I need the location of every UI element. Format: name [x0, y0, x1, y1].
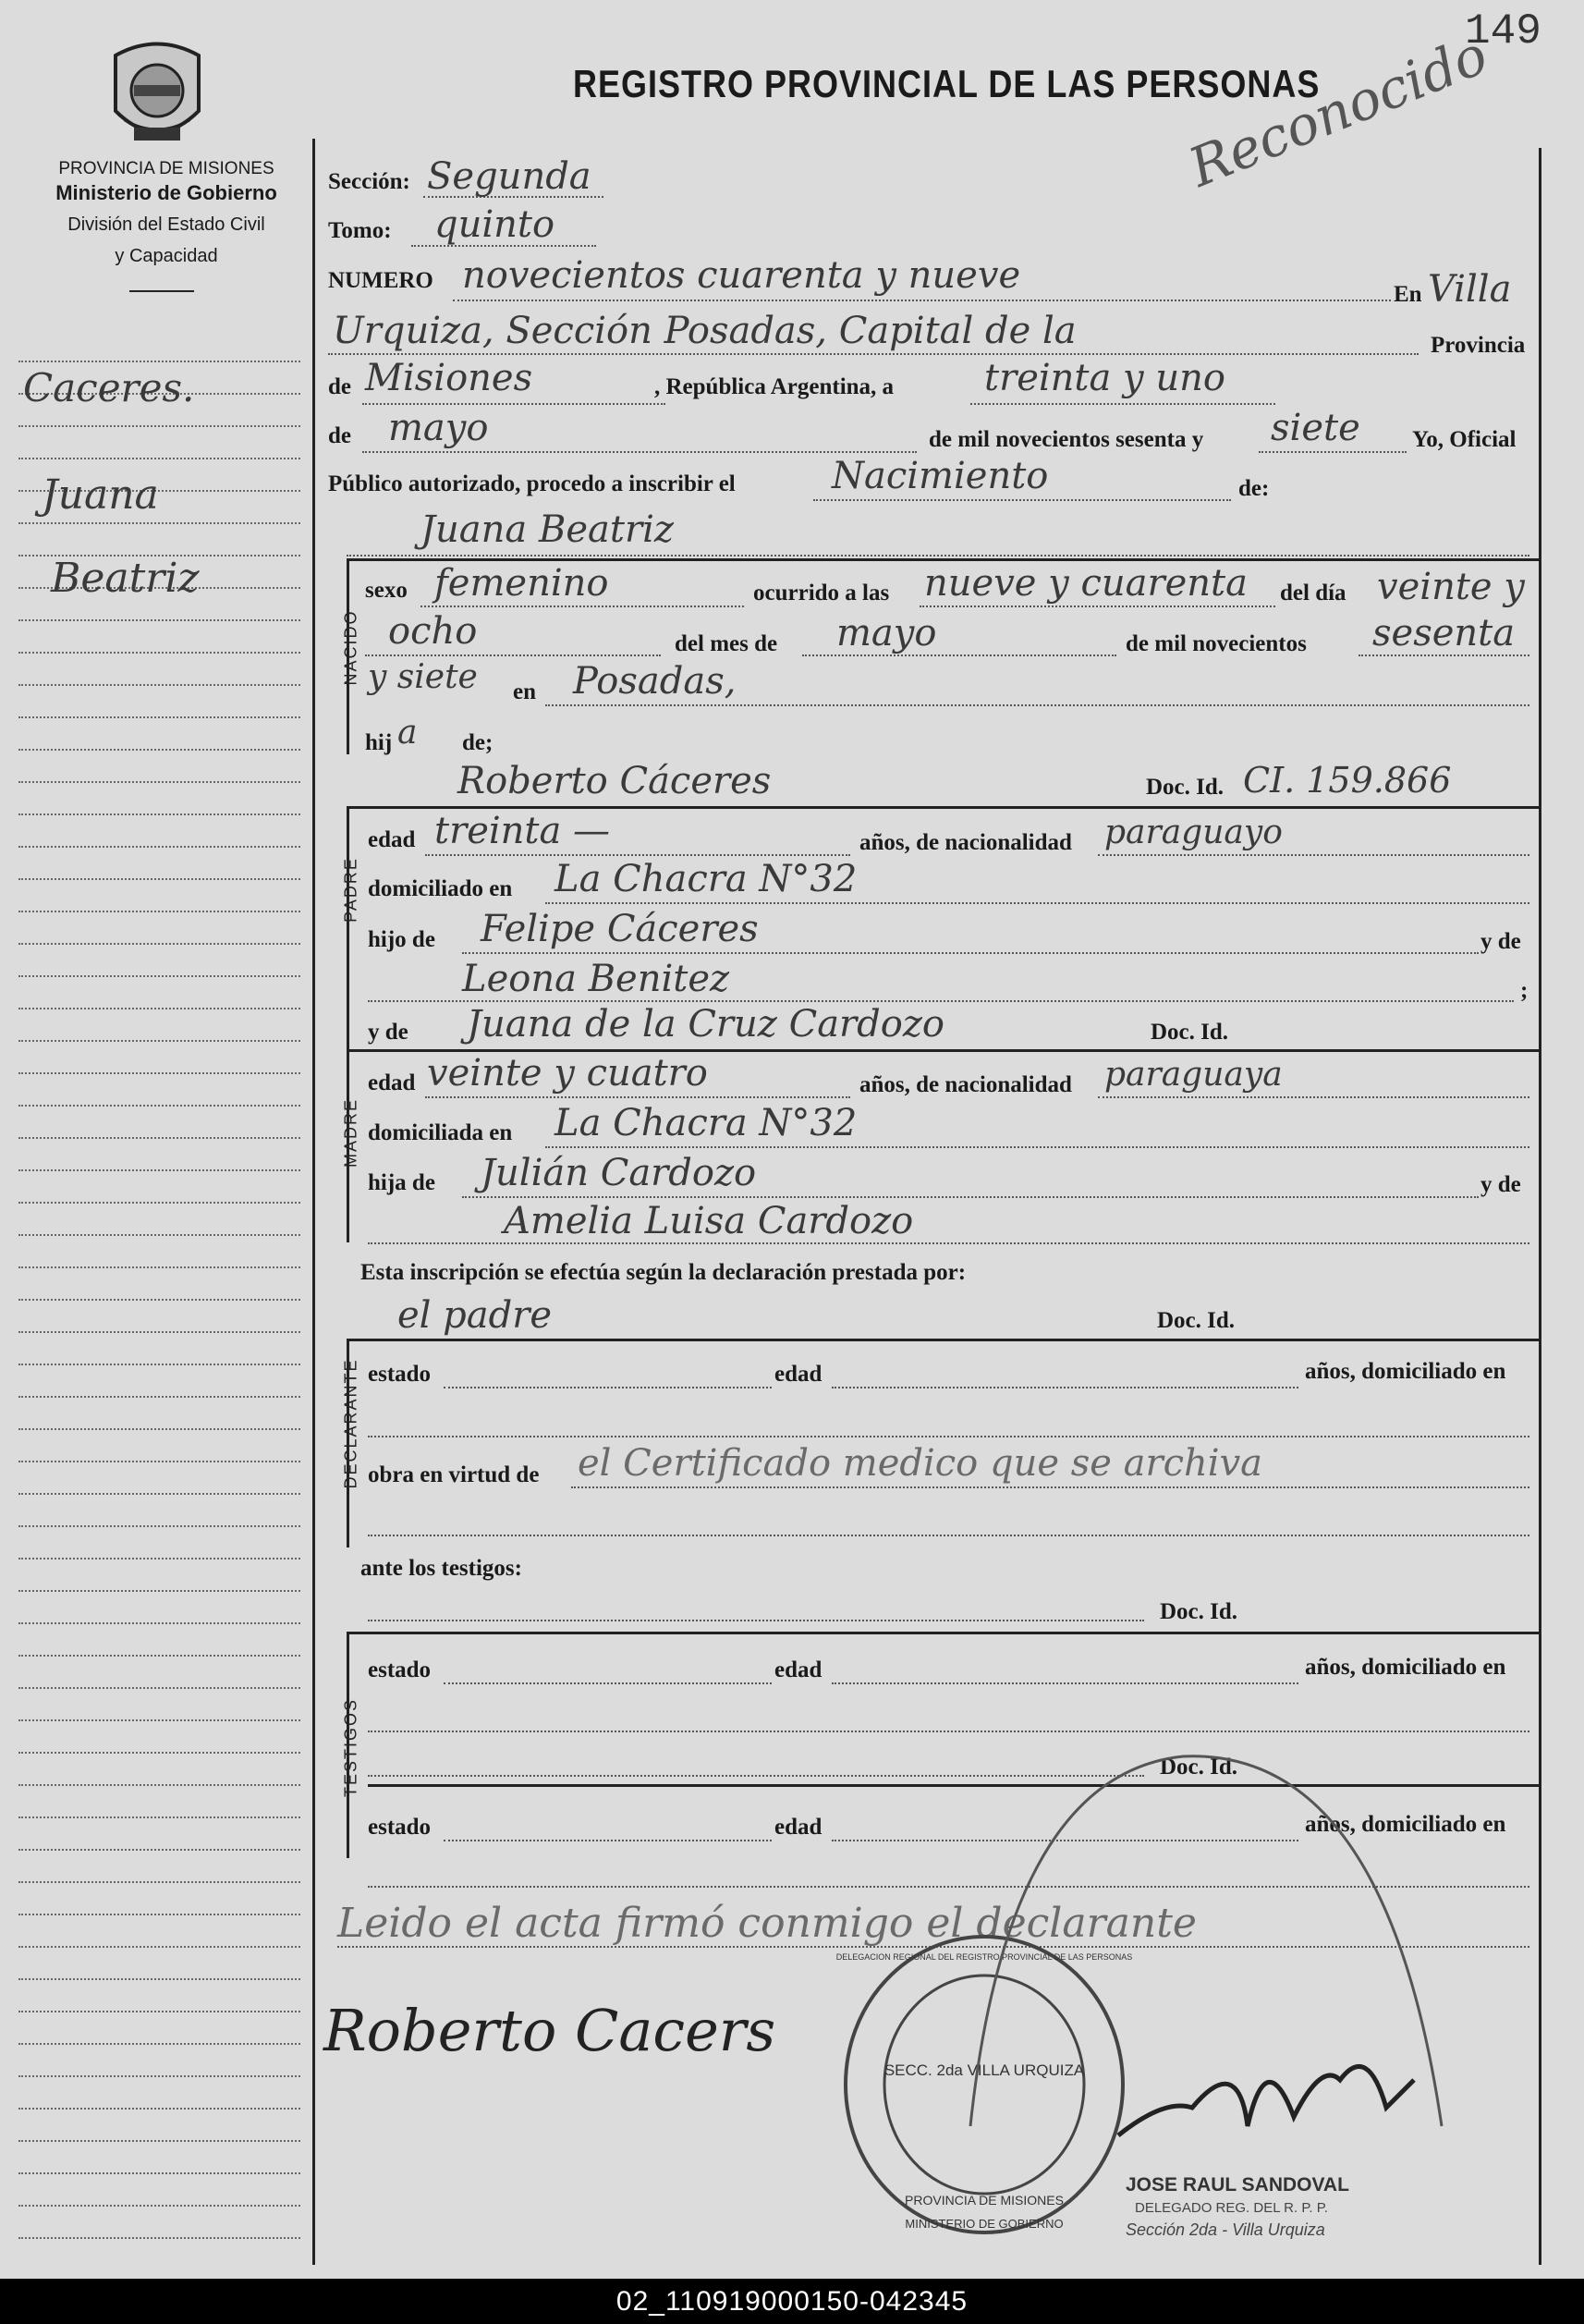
value-declarante: el padre	[397, 1294, 553, 1337]
rule-nacido-top	[347, 558, 1539, 561]
line-anio-nac	[1359, 654, 1529, 656]
margin-rule-line	[18, 1202, 300, 1204]
line-madre-hija-de	[462, 1196, 1479, 1198]
label-madre-hija-de: hija de	[368, 1170, 435, 1195]
margin-rule-line	[18, 975, 300, 977]
line-nombre	[347, 555, 1529, 557]
line-lugar-nac	[545, 704, 1529, 706]
line-mes-nac	[802, 654, 1116, 656]
label-numero: NUMERO	[328, 268, 433, 293]
line-anio	[1259, 451, 1407, 453]
margin-rule-line	[18, 878, 300, 880]
margin-rule-line	[18, 2205, 300, 2207]
value-padre-doc: CI. 159.866	[1243, 760, 1452, 801]
label-madre-doc: Doc. Id.	[1151, 1020, 1229, 1045]
margin-rule-line	[18, 1428, 300, 1430]
margin-rule-line	[18, 2237, 300, 2239]
margin-rule-line	[18, 619, 300, 621]
label-testigo1-doc: Doc. Id.	[1160, 1599, 1238, 1624]
margin-note-name-1: Juana	[42, 471, 159, 519]
margin-rule-line	[18, 749, 300, 751]
line-madre-madre	[368, 1242, 1529, 1244]
value-padre-nac: paraguayo	[1104, 813, 1283, 851]
margin-rule-line	[18, 1622, 300, 1624]
margin-rule-line	[18, 2075, 300, 2077]
value-provincia: Misiones	[365, 357, 533, 399]
label-en-nac: en	[513, 679, 536, 704]
value-madre-hija-de: Julián Cardozo	[481, 1152, 757, 1194]
line-testigo2-estado	[444, 1840, 772, 1841]
label-republica: , República Argentina, a	[654, 374, 895, 399]
margin-rule-line	[18, 1687, 300, 1689]
line-testigo1-dom	[368, 1731, 1529, 1732]
margin-rule-line	[18, 1978, 300, 1980]
label-padre-edad: edad	[368, 827, 416, 852]
org-line-3: División del Estado Civil	[67, 214, 265, 235]
signatory-name: JOSE RAUL SANDOVAL	[1126, 2174, 1349, 2196]
margin-rule-line	[18, 1040, 300, 1042]
line-padre-edad	[425, 854, 850, 856]
side-label-padre: PADRE	[341, 857, 360, 923]
side-label-testigos: TESTIGOS	[341, 1698, 360, 1798]
label-madre-edad: edad	[368, 1070, 416, 1095]
line-hora	[920, 605, 1275, 607]
org-line-2: Ministerio de Gobierno	[55, 181, 277, 204]
side-label-nacido: NACIDO	[341, 609, 360, 686]
line-declarante-edad	[832, 1387, 1298, 1388]
value-madre-madre: Amelia Luisa Cardozo	[504, 1200, 914, 1242]
province-seal-icon	[106, 37, 208, 153]
value-madre-nac: paraguaya	[1104, 1056, 1283, 1094]
margin-rule-line	[18, 2043, 300, 2045]
official-signature-scribble	[1109, 2024, 1460, 2163]
margin-note-name-2: Beatriz	[51, 555, 200, 602]
value-anio-nac-cont: y siete	[368, 658, 478, 696]
line-obra	[571, 1486, 1529, 1488]
value-mes: mayo	[388, 407, 489, 449]
margin-rule-line	[18, 813, 300, 815]
margin-rule-line	[18, 1525, 300, 1527]
margin-rule-line	[18, 1849, 300, 1851]
line-acto	[813, 499, 1231, 501]
org-divider	[129, 290, 194, 292]
value-hora: nueve y cuarenta	[924, 562, 1248, 605]
line-testigo1-edad	[832, 1682, 1298, 1684]
value-tomo: quinto	[434, 203, 555, 246]
label-seccion: Sección:	[328, 169, 410, 194]
line-padre-dom	[545, 902, 1529, 904]
label-testigo2-anos: años, domiciliado en	[1305, 1812, 1506, 1837]
line-mes	[362, 451, 917, 453]
label-de-mes: de	[328, 423, 351, 448]
value-seccion: Segunda	[427, 155, 591, 198]
value-lugar-nac: Posadas,	[573, 660, 737, 703]
value-hij-suffix: a	[397, 714, 418, 752]
signature-declarante: Roberto Cacers	[323, 1997, 776, 2064]
stamp-ministry-text: MINISTERIO DE GOBIERNO	[905, 2217, 1064, 2231]
margin-rule-line	[18, 1234, 300, 1236]
value-acto: Nacimiento	[832, 455, 1049, 497]
label-declarante-estado: estado	[368, 1362, 432, 1387]
rule-declarante-top	[347, 1339, 1539, 1341]
line-madre-dom	[545, 1146, 1529, 1148]
label-publico: Público autorizado, procedo a inscribir el	[328, 471, 736, 496]
label-padre-dom: domiciliado en	[368, 876, 513, 901]
margin-rule-line	[18, 361, 300, 362]
label-del-mes: del mes de	[675, 631, 778, 656]
label-de-mil: de mil novecientos sesenta y	[929, 427, 1204, 452]
value-madre-nombre: Juana de la Cruz Cardozo	[467, 1003, 945, 1046]
margin-rule-line	[18, 522, 300, 524]
line-dia-cont	[365, 654, 661, 656]
value-nombre: Juana Beatriz	[420, 508, 674, 551]
side-label-declarante: DECLARANTE	[341, 1358, 360, 1489]
line-provincia	[362, 403, 665, 405]
label-semicolon: ;	[1520, 978, 1529, 1003]
margin-rule-line	[18, 1816, 300, 1818]
margin-rule-line	[18, 1266, 300, 1268]
value-sexo: femenino	[434, 562, 609, 605]
label-madre-nac: años, de nacionalidad	[859, 1072, 1072, 1097]
margin-rule-line	[18, 1169, 300, 1171]
margin-rule-line	[18, 1461, 300, 1462]
label-de-acto: de:	[1238, 476, 1270, 501]
value-anio: siete	[1271, 407, 1360, 449]
value-padre-edad: treinta —	[434, 810, 611, 852]
label-ante-testigos: ante los testigos:	[360, 1556, 522, 1581]
margin-rule-line	[18, 911, 300, 912]
value-madre-dom: La Chacra N°32	[554, 1102, 858, 1144]
value-lugar: Urquiza, Sección Posadas, Capital de la	[333, 310, 1077, 352]
line-madre-nac	[1098, 1096, 1529, 1098]
line-padre-hijo-de	[462, 952, 1479, 954]
label-testigo1-edad: edad	[774, 1657, 822, 1682]
footer-bar	[0, 2279, 1584, 2324]
side-label-madre: MADRE	[341, 1098, 360, 1168]
label-padre-y-de: y de	[1480, 929, 1521, 954]
value-padre-hijo-de: Felipe Cáceres	[481, 908, 759, 950]
value-mes-nac: mayo	[836, 612, 937, 654]
margin-rule-line	[18, 2172, 300, 2174]
stamp-center-text: SECC. 2da VILLA URQUIZA	[883, 2061, 1085, 2079]
label-en: En	[1394, 282, 1422, 307]
margin-rule-line	[18, 1946, 300, 1948]
line-dia-a	[970, 403, 1275, 405]
line-numero	[453, 300, 1391, 301]
label-padre-doc: Doc. Id.	[1146, 775, 1225, 800]
margin-rule-line	[18, 1719, 300, 1721]
value-numero: novecientos cuarenta y nueve	[462, 254, 1021, 297]
margin-rule-line	[18, 2011, 300, 2012]
label-del-dia: del día	[1280, 581, 1346, 605]
label-madre-y-de-2: y de	[1480, 1172, 1521, 1197]
line-padre-nac	[1098, 854, 1529, 856]
line-declarante-estado	[444, 1387, 772, 1388]
reconocido-annotation: Reconocido	[1180, 22, 1496, 200]
value-leido: Leido el acta firmó conmigo el declarante	[337, 1900, 1197, 1947]
label-yo-oficial: Yo, Oficial	[1412, 427, 1517, 452]
value-dia-cont: ocho	[388, 610, 478, 653]
org-line-4: y Capacidad	[115, 246, 218, 266]
label-padre-nac: años, de nacionalidad	[859, 830, 1072, 855]
line-testigo1-nombre	[368, 1620, 1144, 1621]
stamp-ring-text: DELEGACION REGIONAL DEL REGISTRO PROVINCIAL DE LAS PERSONAS	[836, 1952, 1132, 1962]
signatory-title: DELEGADO REG. DEL R. P. P.	[1135, 2200, 1328, 2216]
margin-rule-line	[18, 1396, 300, 1398]
rule-padre-top	[347, 806, 1539, 809]
margin-rule-line	[18, 1881, 300, 1883]
right-border	[1539, 148, 1541, 2265]
margin-rule-line	[18, 1655, 300, 1657]
label-obra: obra en virtud de	[368, 1462, 540, 1487]
margin-rule-line	[18, 1008, 300, 1009]
value-padre-nombre: Roberto Cáceres	[457, 760, 772, 802]
label-testigo1-estado: estado	[368, 1657, 432, 1682]
label-hij: hij	[365, 730, 393, 755]
label-padre-hijo-de: hijo de	[368, 927, 435, 952]
label-testigo1-anos: años, domiciliado en	[1305, 1655, 1506, 1680]
label-hij-de: de;	[462, 730, 493, 755]
margin-rule-line	[18, 846, 300, 848]
label-declarante-anos: años, domiciliado en	[1305, 1359, 1506, 1384]
margin-rule-line	[18, 458, 300, 459]
label-de: de	[328, 374, 351, 399]
margin-rule-line	[18, 2108, 300, 2110]
page-number: 149	[1465, 7, 1541, 55]
label-provincia: Provincia	[1431, 333, 1526, 358]
value-padre-madre: Leona Benitez	[462, 958, 730, 1000]
line-declarante-dom	[368, 1436, 1529, 1437]
line-madre-edad	[425, 1096, 850, 1098]
line-lugar	[328, 353, 1419, 355]
label-de-mil-nac: de mil novecientos	[1126, 631, 1307, 656]
line-testigo1-estado	[444, 1682, 772, 1684]
label-declarante-doc: Doc. Id.	[1157, 1308, 1236, 1333]
margin-rule-line	[18, 781, 300, 783]
value-dia: veinte y	[1377, 566, 1525, 608]
stamp-bottom-text: PROVINCIA DE MISIONES	[905, 2193, 1064, 2208]
margin-rule-line	[18, 2140, 300, 2142]
margin-rule-line	[18, 1784, 300, 1786]
value-padre-dom: La Chacra N°32	[554, 858, 858, 900]
label-madre-y-de: y de	[368, 1020, 408, 1045]
signatory-place: Sección 2da - Villa Urquiza	[1126, 2220, 1325, 2239]
value-obra: el Certificado medico que se archiva	[578, 1442, 1263, 1485]
line-padre-madre	[368, 1000, 1514, 1002]
margin-rule-line	[18, 1072, 300, 1074]
margin-rule-line	[18, 684, 300, 686]
org-line-1: PROVINCIA DE MISIONES	[58, 159, 274, 178]
page-title: REGISTRO PROVINCIAL DE LAS PERSONAS	[573, 61, 1321, 105]
margin-rule-line	[18, 1331, 300, 1333]
margin-note-surname: Caceres.	[23, 365, 195, 410]
label-testigo2-doc: Doc. Id.	[1160, 1755, 1238, 1780]
margin-rule-line	[18, 652, 300, 654]
margin-rule-line	[18, 1493, 300, 1495]
left-column-divider	[312, 139, 315, 2265]
margin-rule-line	[18, 1364, 300, 1365]
value-en: Villa	[1428, 268, 1512, 311]
label-inscripcion: Esta inscripción se efectúa según la declaración prestada por:	[360, 1260, 967, 1285]
margin-rule-line	[18, 1590, 300, 1592]
label-ocurrido: ocurrido a las	[753, 581, 890, 605]
line-obra-2	[368, 1535, 1529, 1536]
line-sexo	[420, 605, 744, 607]
rule-testigos-top	[347, 1632, 1539, 1634]
margin-rule-line	[18, 1914, 300, 1915]
footer-file-id: 02_110919000150-042345	[615, 2286, 969, 2317]
label-tomo: Tomo:	[328, 218, 392, 243]
margin-rule-line	[18, 943, 300, 945]
label-madre-dom: domiciliada en	[368, 1120, 513, 1145]
value-anio-nac: sesenta	[1372, 612, 1516, 654]
value-madre-edad: veinte y cuatro	[427, 1052, 708, 1095]
margin-rule-line	[18, 1137, 300, 1139]
margin-rule-line	[18, 1752, 300, 1754]
label-declarante-edad: edad	[774, 1362, 822, 1387]
margin-rule-line	[18, 425, 300, 427]
label-testigo2-edad: edad	[774, 1815, 822, 1840]
margin-rule-line	[18, 1105, 300, 1107]
label-sexo: sexo	[365, 578, 408, 603]
value-dia-a: treinta y uno	[984, 357, 1225, 399]
margin-rule-line	[18, 1558, 300, 1560]
margin-rule-line	[18, 716, 300, 718]
margin-rule-line	[18, 1299, 300, 1301]
label-testigo2-estado: estado	[368, 1815, 432, 1840]
